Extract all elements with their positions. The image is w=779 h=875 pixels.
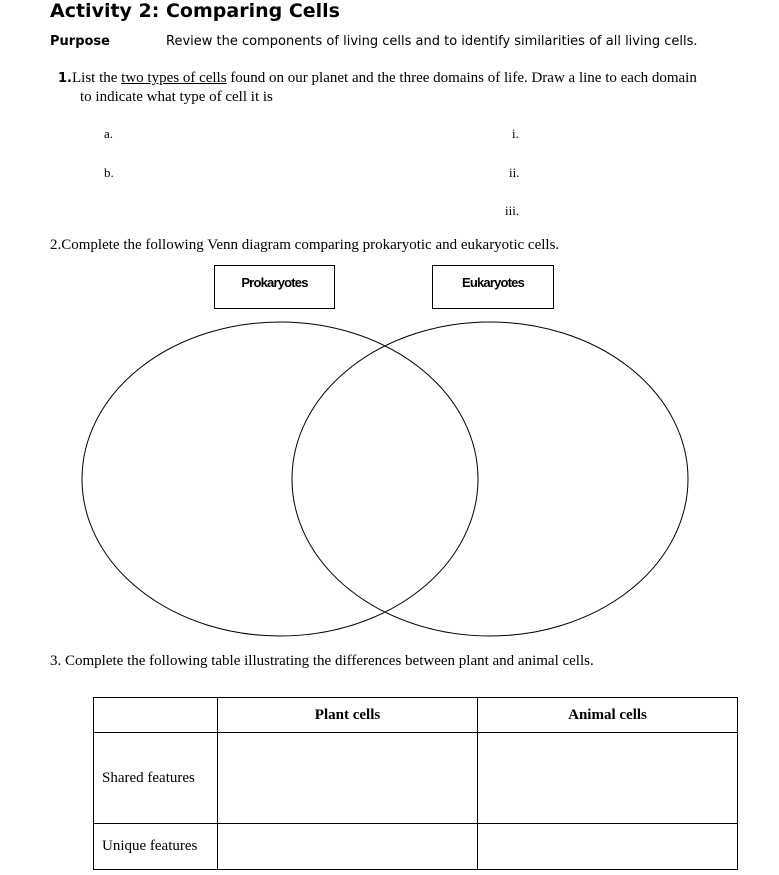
question-3: 3. Complete the following table illustrating the differences between plant and animal cells. bbox=[50, 653, 594, 669]
table-header-plant-cells: Plant cells bbox=[218, 698, 478, 733]
purpose-text: Review the components of living cells and to identify similarities of all living cells. bbox=[166, 34, 698, 49]
table-header-corner bbox=[94, 698, 218, 733]
venn-right-circle bbox=[292, 322, 688, 636]
question-1-number: 1. bbox=[58, 71, 72, 86]
question-1-text-post: found on our planet and the three domains of life. Draw a line to each domain bbox=[226, 70, 697, 86]
question-1-text-pre: List the bbox=[71, 70, 122, 86]
table-row bbox=[94, 824, 738, 870]
question-1-underlined: two types of cells bbox=[121, 70, 227, 86]
table-cell-plant-unique[interactable] bbox=[218, 824, 478, 870]
domain-marker-ii: ii. bbox=[509, 165, 520, 180]
venn-label-eukaryotes: Eukaryotes bbox=[432, 265, 554, 309]
question-2: 2.Complete the following Venn diagram comparing prokaryotic and eukaryotic cells. bbox=[50, 237, 560, 253]
comparison-table bbox=[93, 697, 738, 870]
venn-label-prokaryotes: Prokaryotes bbox=[214, 265, 335, 309]
table-header-animal-cells: Animal cells bbox=[478, 698, 738, 733]
domain-marker-iii: iii. bbox=[505, 203, 520, 218]
page-title: Activity 2: Comparing Cells bbox=[50, 0, 340, 22]
venn-left-circle bbox=[82, 322, 478, 636]
table-cell-plant-shared[interactable] bbox=[218, 733, 478, 824]
table-row-label-unique: Unique features bbox=[94, 824, 218, 870]
table-header-row bbox=[94, 698, 738, 733]
table-cell-animal-unique[interactable] bbox=[478, 824, 738, 870]
table-row-label-shared: Shared features bbox=[94, 733, 218, 824]
table-cell-animal-shared[interactable] bbox=[478, 733, 738, 824]
question-1-line2: to indicate what type of cell it is bbox=[80, 89, 273, 105]
cell-type-marker-a: a. bbox=[104, 126, 114, 141]
cell-type-marker-b: b. bbox=[104, 165, 114, 180]
domain-marker-i: i. bbox=[512, 126, 519, 141]
purpose-label: Purpose bbox=[50, 34, 110, 49]
table-row bbox=[94, 733, 738, 824]
